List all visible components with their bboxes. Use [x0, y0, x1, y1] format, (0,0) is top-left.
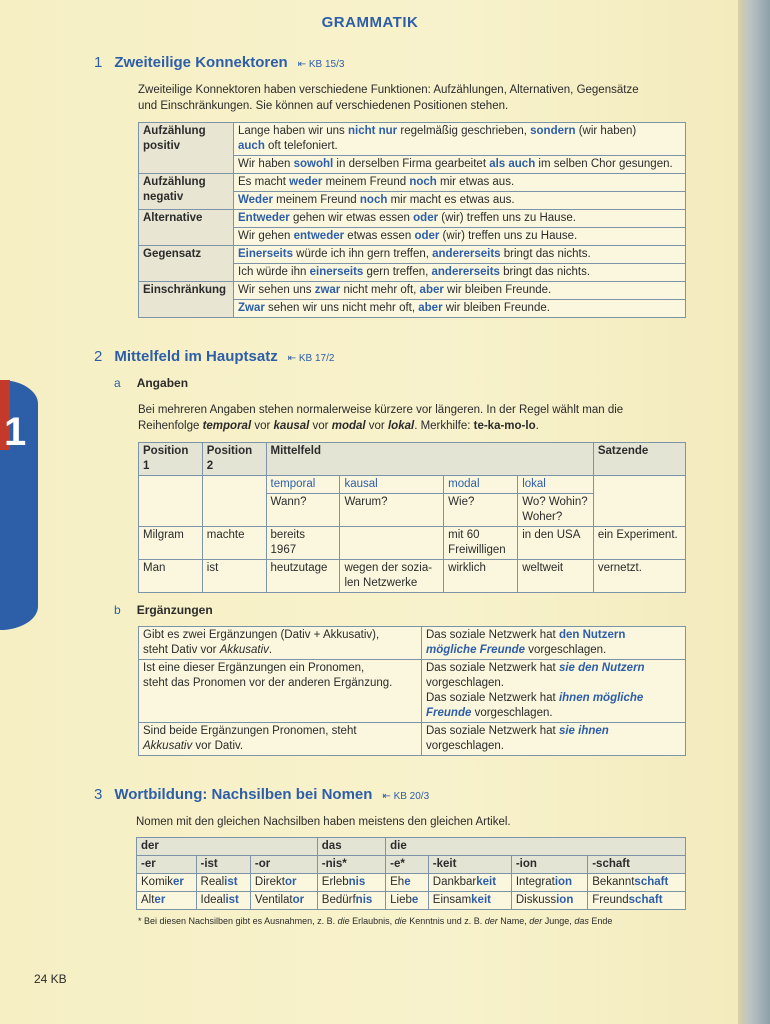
kb-reference: ⇤ KB 15/3: [297, 59, 345, 70]
kb-reference: ⇤ KB 20/3: [382, 791, 430, 802]
table-row: Sind beide Ergänzungen Pronomen, steht Akkusativ vor Dativ. Das soziale Netzwerk hat sie ihnen vorgeschlagen.: [139, 723, 686, 756]
table-row: Weder meinem Freund noch mir macht es etwas aus.: [139, 192, 686, 210]
word-cell: Idealist: [196, 892, 250, 910]
subsection-a-text: Bei mehreren Angaben stehen normalerweise kürzere vor längeren. In der Regel wählt man die Reihenfolge temporal vor kausal vor modal vor lokal. Merkhilfe: te-ka-mo-lo.: [138, 404, 624, 432]
table-row: Wir haben sowohl in derselben Firma gearbeitet als auch im selben Chor gesungen.: [139, 156, 686, 174]
table-header-row: Position 1 Position 2 Mittelfeld Satzende: [139, 443, 686, 476]
page-header: GRAMMATIK: [321, 14, 419, 31]
table-row: Gegensatz Einerseits würde ich ihn gern treffen, andererseits bringt das nichts.: [139, 246, 686, 264]
word-cell: Realist: [196, 874, 250, 892]
word-cell: Diskussion: [511, 892, 587, 910]
word-cell: Einsamkeit: [428, 892, 511, 910]
section-1-title: 1 Zweiteilige Konnektoren ⇤ KB 15/3: [94, 54, 345, 71]
nachsilben-table: [136, 837, 686, 910]
word-cell: Integration: [511, 874, 587, 892]
section-3-intro: Nomen mit den gleichen Nachsilben haben meistens den gleichen Artikel.: [136, 816, 511, 828]
section-1-intro: Zweiteilige Konnektoren haben verschiedene Funktionen: Aufzählungen, Alternativen, Gegensätze und Einschränkungen. Sie können auf verschiedenen Positionen stehen.: [138, 84, 639, 112]
suffix-cell: -nis*: [317, 856, 385, 874]
kb-reference: ⇤ KB 17/2: [287, 353, 335, 364]
subsection-a-title: a Angaben: [114, 376, 189, 390]
table-row: [137, 892, 686, 910]
subsection-b-title: b Ergänzungen: [114, 603, 213, 617]
suffix-cell: -schaft: [588, 856, 686, 874]
word-cell: Dankbarkeit: [428, 874, 511, 892]
word-cell: Direktor: [250, 874, 317, 892]
section-3-title: 3 Wortbildung: Nachsilben bei Nomen ⇤ KB 20/3: [94, 786, 430, 803]
table-row: temporal kausal modal lokal: [139, 476, 686, 494]
table-row: Gibt es zwei Ergänzungen (Dativ + Akkusativ), steht Dativ vor Akkusativ. Das soziale Netzwerk hat den Nutzern mögliche Freunde vorgeschlagen.: [139, 627, 686, 660]
table-row: Zwar sehen wir uns nicht mehr oft, aber wir bleiben Freunde.: [139, 300, 686, 318]
mittelfeld-table: [138, 442, 686, 593]
table-row: Aufzählung negativ Es macht weder meinem Freund noch mir etwas aus.: [139, 174, 686, 192]
section-2-title: 2 Mittelfeld im Hauptsatz ⇤ KB 17/2: [94, 348, 335, 365]
word-cell: Bedürfnis: [317, 892, 385, 910]
table-row: [137, 874, 686, 892]
table-row: Milgram machte bereits 1967 mit 60 Freiwilligen in den USA ein Experiment.: [139, 527, 686, 560]
suffix-cell: -ist: [196, 856, 250, 874]
table-row: Man ist heutzutage wegen der sozia- len Netzwerke wirklich weltweit vernetzt.: [139, 560, 686, 593]
suffix-cell: -er: [137, 856, 197, 874]
word-cell: Erlebnis: [317, 874, 385, 892]
table-row: Ist eine dieser Ergänzungen ein Pronomen, steht das Pronomen vor der anderen Ergänzung. Das soziale Netzwerk hat sie den Nutzern vorgeschlagen. Das soziale Netzwerk hat ihnen mögliche Freunde vorgeschlagen.: [139, 660, 686, 723]
suffix-cell: -or: [250, 856, 317, 874]
table-row: Alternative Entweder gehen wir etwas essen oder (wir) treffen uns zu Hause.: [139, 210, 686, 228]
word-cell: Ventilator: [250, 892, 317, 910]
table-row: Einschränkung Wir sehen uns zwar nicht mehr oft, aber wir bleiben Freunde.: [139, 282, 686, 300]
suffix-cell: -ion: [511, 856, 587, 874]
konnektoren-table: [138, 122, 686, 318]
table-row: Ich würde ihn einerseits gern treffen, andererseits bringt das nichts.: [139, 264, 686, 282]
table-header-row: [137, 856, 686, 874]
word-cell: Komiker: [137, 874, 197, 892]
page-number: 24 KB: [34, 972, 67, 986]
table-row: Aufzählung positiv Lange haben wir uns nicht nur regelmäßig geschrieben, sondern (wir haben) auch oft telefoniert.: [139, 123, 686, 156]
word-cell: Freundschaft: [588, 892, 686, 910]
suffix-cell: -keit: [428, 856, 511, 874]
word-cell: Alter: [137, 892, 197, 910]
word-cell: Liebe: [386, 892, 429, 910]
word-cell: Ehe: [386, 874, 429, 892]
table-header-row: der das die: [137, 838, 686, 856]
chapter-tab: [0, 380, 38, 630]
suffix-cell: -e*: [386, 856, 429, 874]
word-cell: Bekanntschaft: [588, 874, 686, 892]
table-row: Wann? Warum? Wie? Wo? Wohin? Woher?: [139, 494, 686, 527]
book-spine: [738, 0, 770, 1024]
footnote: * Bei diesen Nachsilben gibt es Ausnahmen, z. B. die Erlaubnis, die Kenntnis und z. B. der Name, der Junge, das Ende: [138, 916, 613, 926]
table-row: Wir gehen entweder etwas essen oder (wir) treffen uns zu Hause.: [139, 228, 686, 246]
chapter-number: 1: [4, 410, 27, 454]
ergaenzungen-table: [138, 626, 686, 756]
